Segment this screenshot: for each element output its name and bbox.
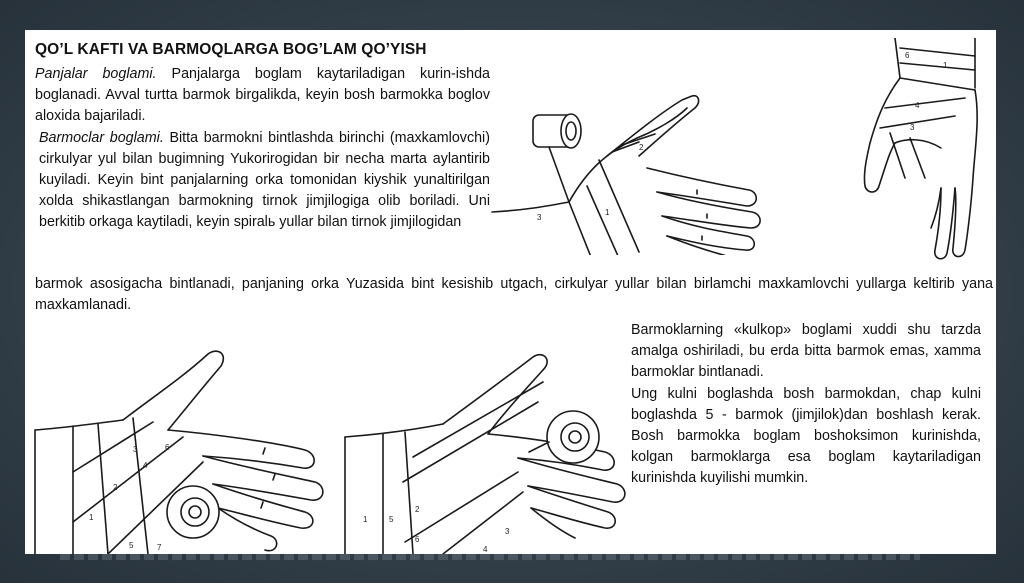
fig3-label-3: 3 — [133, 445, 138, 454]
fig1-label-2: 2 — [639, 143, 644, 152]
fig2-label-3: 3 — [910, 123, 915, 132]
fig2-label-6: 6 — [905, 51, 910, 60]
fig3-label-4: 4 — [143, 461, 148, 470]
paragraph-kulkop — [631, 320, 981, 490]
figure-thumb-bandage — [855, 38, 990, 268]
fig4-label-2: 2 — [415, 505, 420, 514]
fig1-label-1: 1 — [605, 208, 610, 217]
bottom-decoration — [60, 554, 920, 560]
slide — [25, 30, 996, 554]
barmoqlar-heading: Barmoclar boglami. — [39, 129, 164, 146]
figure-hand-bandage-left — [33, 342, 333, 554]
paragraph-panjalar — [35, 64, 490, 234]
fig3-label-5: 5 — [129, 541, 134, 550]
figure-finger-bandage — [487, 60, 772, 255]
paragraph-barmoqlar-cont: barmok asosigacha bintlanadi, panjaning orka Yuzasida bint kesishib utgach, cirkulyar yullar bilan birlamchi maxkamlovchi yullarga keltirib yana maxkamlanadi. — [35, 276, 993, 314]
fig4-label-4: 4 — [483, 545, 488, 554]
figure-hand-bandage-middle — [343, 342, 633, 554]
fig4-label-5: 5 — [389, 515, 394, 524]
fig3-label-6: 6 — [165, 443, 170, 452]
fig4-label-1: 1 — [363, 515, 368, 524]
page-title: QO’L KAFTI VA BARMOQLARGA BOG’LAM QO’YISH — [35, 41, 427, 58]
panjalar-text: Panjalarga boglam kaytariladigan kurin-ishda boglanadi. Avval turtta barmok birgalikda, keyin bosh barmokka boglov aloxida bajariladi. — [35, 66, 490, 125]
kulkop-text1: Barmoklarning «kulkop» boglami xuddi shu tarzda amalga oshiriladi, bu erda bitta barmok emas, xamma barmoklar bintlanadi. — [631, 322, 981, 381]
barmoqlar-text-part1: Bitta barmokni bintlashda birinchi (maxkamlovchi) cirkulyar yul bilan bugimning Yukorirogidan bir necha marta aylantirib kuyiladi. Keyin bint panjalarning orka tomonidan kiyshik yunaltirilgan xolda shikastlangan barmokning tirnok jimjilogiga olib boriladi. Uni berkitib orkaga kaytiladi, keyin spiralь yullar bilan tirnok jimjilogidan — [39, 129, 490, 231]
fig3-label-2: 2 — [113, 483, 118, 492]
kulkop-text2: Ung kulni boglashda bosh barmokdan, chap kulni boglashda 5 - barmok (jimjilok)dan boshlash kerak. Bosh barmokka boglam boshoksimon kurinishda, kolgan barmoklarga esa boglam kaytariladigan kurinishda kuyilishi mumkin. — [631, 385, 981, 487]
fig3-label-7: 7 — [157, 543, 162, 552]
fig1-label-3: 3 — [537, 213, 542, 222]
fig3-label-1: 1 — [89, 513, 94, 522]
fig4-label-3: 3 — [505, 527, 510, 536]
fig2-label-1: 1 — [943, 61, 948, 70]
fig2-label-4: 4 — [915, 101, 920, 110]
fig4-label-6: 6 — [415, 535, 420, 544]
panjalar-heading: Panjalar boglami. — [35, 66, 157, 82]
